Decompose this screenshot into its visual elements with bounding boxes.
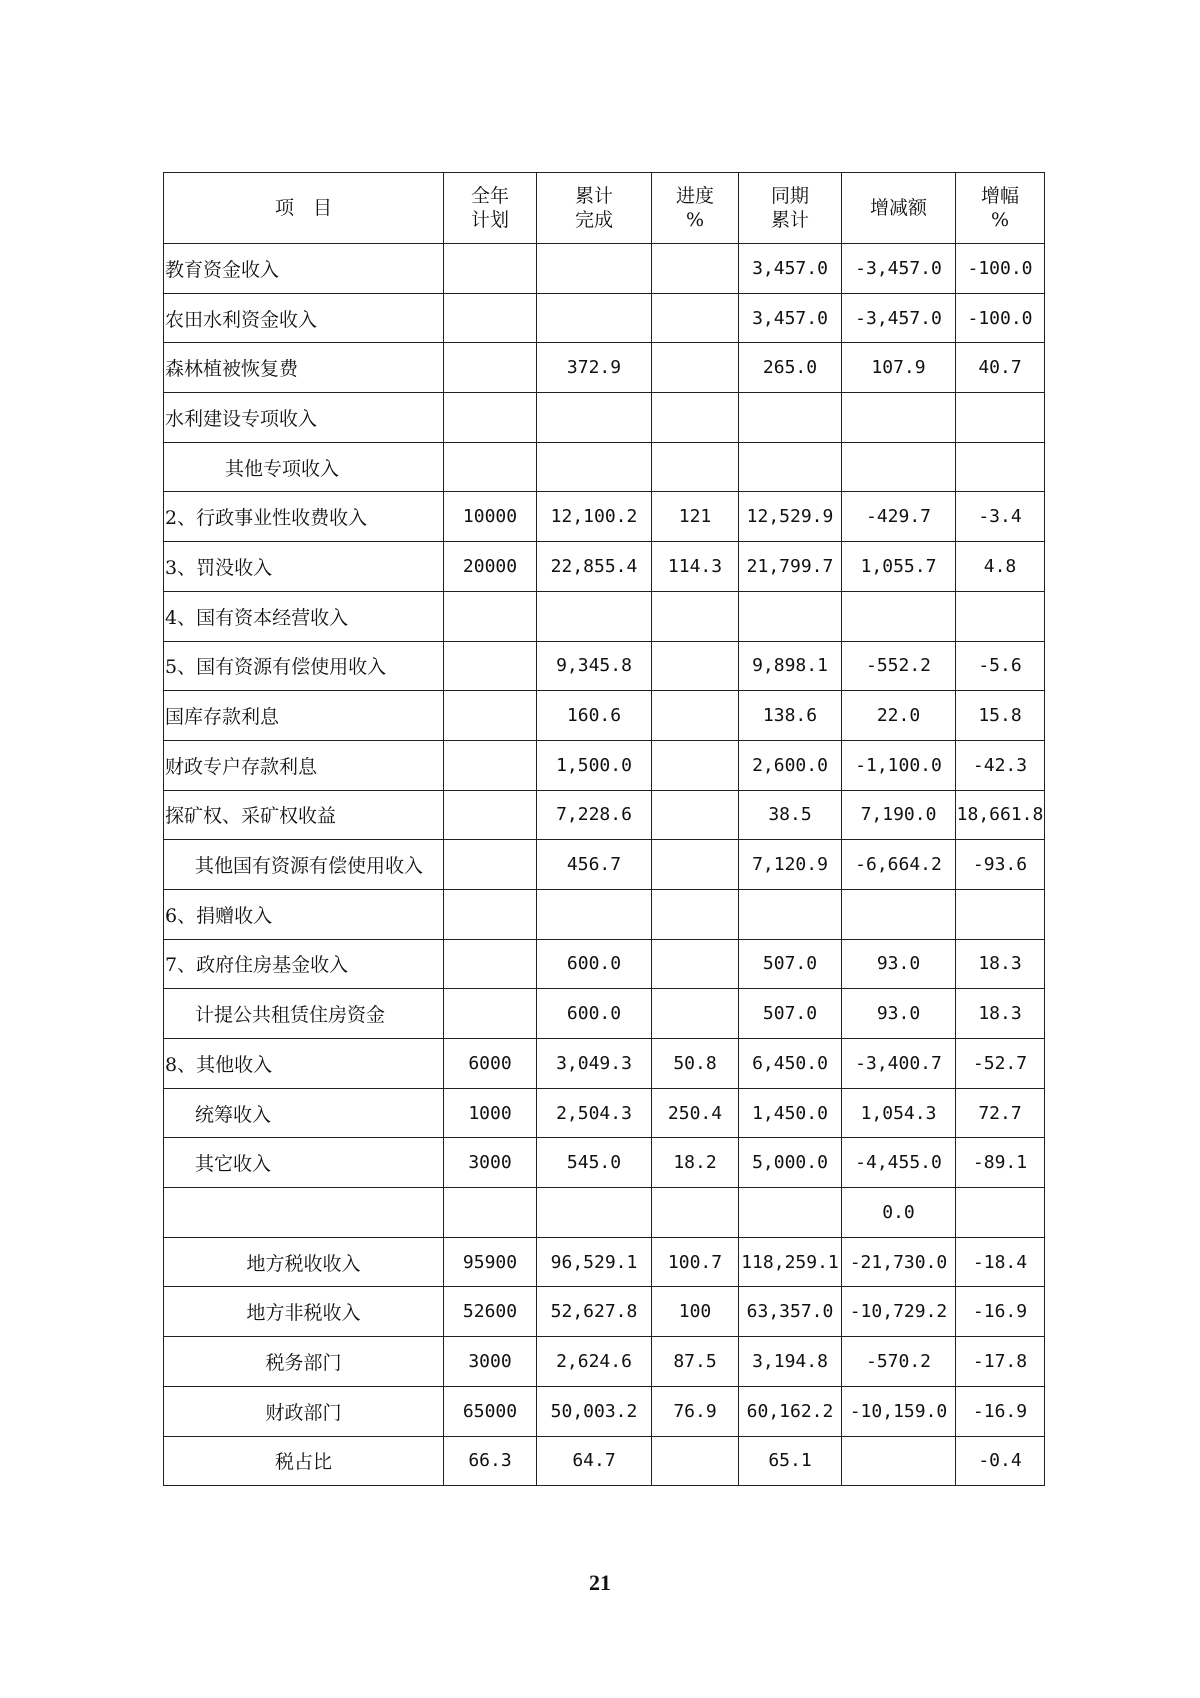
cell-annual-plan: 66.3 [444, 1436, 537, 1486]
cell-change-amount: -10,159.0 [842, 1386, 956, 1436]
cell-cumulative [537, 442, 652, 492]
cell-item: 其他专项收入 [164, 442, 444, 492]
cell-same-period: 3,457.0 [739, 244, 842, 294]
cell-change-pct: -93.6 [956, 840, 1045, 890]
cell-change-amount: -429.7 [842, 492, 956, 542]
cell-same-period: 118,259.1 [739, 1237, 842, 1287]
cell-progress [652, 641, 739, 691]
cell-change-pct: 4.8 [956, 542, 1045, 592]
cell-item: 地方非税收入 [164, 1287, 444, 1337]
cell-cumulative: 50,003.2 [537, 1386, 652, 1436]
cell-same-period: 63,357.0 [739, 1287, 842, 1337]
cell-item: 森林植被恢复费 [164, 343, 444, 393]
header-change-pct: 增幅 % [956, 173, 1045, 244]
cell-same-period: 6,450.0 [739, 1039, 842, 1089]
cell-cumulative: 64.7 [537, 1436, 652, 1486]
cell-change-pct: 40.7 [956, 343, 1045, 393]
table-row [164, 1039, 1045, 1089]
cell-annual-plan [444, 790, 537, 840]
cell-cumulative: 372.9 [537, 343, 652, 393]
cell-item: 7、政府住房基金收入 [164, 939, 444, 989]
cell-same-period: 3,194.8 [739, 1337, 842, 1387]
table-row [164, 1337, 1045, 1387]
table-header-row [164, 173, 1045, 244]
cell-same-period [739, 591, 842, 641]
cell-progress: 121 [652, 492, 739, 542]
cell-change-pct: -100.0 [956, 293, 1045, 343]
cell-annual-plan [444, 244, 537, 294]
cell-item: 水利建设专项收入 [164, 393, 444, 443]
table-row [164, 293, 1045, 343]
cell-annual-plan: 52600 [444, 1287, 537, 1337]
cell-change-amount: 107.9 [842, 343, 956, 393]
cell-item: 财政专户存款利息 [164, 740, 444, 790]
table-row [164, 1237, 1045, 1287]
revenue-table [163, 172, 1045, 1486]
cell-progress: 76.9 [652, 1386, 739, 1436]
cell-same-period: 507.0 [739, 989, 842, 1039]
table-body [164, 244, 1045, 1486]
cell-cumulative: 545.0 [537, 1138, 652, 1188]
cell-same-period: 2,600.0 [739, 740, 842, 790]
cell-change-pct: -5.6 [956, 641, 1045, 691]
cell-annual-plan [444, 343, 537, 393]
table-row [164, 1188, 1045, 1238]
header-annual-plan: 全年 计划 [444, 173, 537, 244]
cell-cumulative: 160.6 [537, 691, 652, 741]
table-row [164, 1287, 1045, 1337]
cell-progress [652, 840, 739, 890]
cell-same-period: 3,457.0 [739, 293, 842, 343]
cell-progress: 100 [652, 1287, 739, 1337]
cell-cumulative: 52,627.8 [537, 1287, 652, 1337]
cell-annual-plan [444, 691, 537, 741]
cell-change-amount: 93.0 [842, 989, 956, 1039]
cell-cumulative: 456.7 [537, 840, 652, 890]
table-row [164, 542, 1045, 592]
cell-item: 教育资金收入 [164, 244, 444, 294]
cell-progress [652, 939, 739, 989]
cell-item: 其他国有资源有偿使用收入 [164, 840, 444, 890]
cell-item: 国库存款利息 [164, 691, 444, 741]
cell-same-period: 60,162.2 [739, 1386, 842, 1436]
cell-annual-plan [444, 889, 537, 939]
cell-change-amount: 1,055.7 [842, 542, 956, 592]
cell-annual-plan [444, 442, 537, 492]
cell-progress: 87.5 [652, 1337, 739, 1387]
cell-cumulative: 7,228.6 [537, 790, 652, 840]
cell-same-period: 5,000.0 [739, 1138, 842, 1188]
cell-cumulative: 3,049.3 [537, 1039, 652, 1089]
cell-same-period: 7,120.9 [739, 840, 842, 890]
cell-same-period [739, 889, 842, 939]
table-row [164, 442, 1045, 492]
table-row [164, 591, 1045, 641]
table-row [164, 740, 1045, 790]
cell-cumulative: 96,529.1 [537, 1237, 652, 1287]
table-row [164, 641, 1045, 691]
cell-change-amount: -570.2 [842, 1337, 956, 1387]
cell-item: 其它收入 [164, 1138, 444, 1188]
cell-change-amount: 1,054.3 [842, 1088, 956, 1138]
cell-change-pct: -17.8 [956, 1337, 1045, 1387]
cell-change-amount: -3,400.7 [842, 1039, 956, 1089]
cell-progress [652, 343, 739, 393]
cell-change-amount: -10,729.2 [842, 1287, 956, 1337]
cell-change-pct: 18.3 [956, 989, 1045, 1039]
cell-change-amount [842, 442, 956, 492]
table-row [164, 492, 1045, 542]
cell-annual-plan: 3000 [444, 1138, 537, 1188]
cell-progress: 18.2 [652, 1138, 739, 1188]
cell-cumulative: 2,624.6 [537, 1337, 652, 1387]
cell-change-pct: -16.9 [956, 1287, 1045, 1337]
cell-change-pct [956, 889, 1045, 939]
cell-item: 计提公共租赁住房资金 [164, 989, 444, 1039]
cell-change-amount: 22.0 [842, 691, 956, 741]
cell-annual-plan: 20000 [444, 542, 537, 592]
cell-same-period: 12,529.9 [739, 492, 842, 542]
cell-item: 统筹收入 [164, 1088, 444, 1138]
cell-cumulative: 1,500.0 [537, 740, 652, 790]
cell-change-pct: -100.0 [956, 244, 1045, 294]
cell-annual-plan: 6000 [444, 1039, 537, 1089]
header-cumulative: 累计 完成 [537, 173, 652, 244]
cell-change-amount: 7,190.0 [842, 790, 956, 840]
cell-same-period [739, 442, 842, 492]
cell-annual-plan [444, 1188, 537, 1238]
cell-change-pct [956, 442, 1045, 492]
cell-change-pct: -16.9 [956, 1386, 1045, 1436]
cell-progress: 50.8 [652, 1039, 739, 1089]
table-row [164, 889, 1045, 939]
cell-change-amount: 93.0 [842, 939, 956, 989]
cell-progress: 100.7 [652, 1237, 739, 1287]
cell-same-period: 265.0 [739, 343, 842, 393]
table-row [164, 244, 1045, 294]
cell-item: 6、捐赠收入 [164, 889, 444, 939]
table-row [164, 1386, 1045, 1436]
cell-change-pct: -42.3 [956, 740, 1045, 790]
cell-item: 8、其他收入 [164, 1039, 444, 1089]
cell-cumulative [537, 1188, 652, 1238]
cell-cumulative: 600.0 [537, 939, 652, 989]
cell-cumulative [537, 889, 652, 939]
cell-same-period: 21,799.7 [739, 542, 842, 592]
cell-progress [652, 591, 739, 641]
cell-cumulative [537, 393, 652, 443]
cell-change-pct: -18.4 [956, 1237, 1045, 1287]
cell-annual-plan: 1000 [444, 1088, 537, 1138]
cell-item [164, 1188, 444, 1238]
cell-change-pct [956, 393, 1045, 443]
cell-same-period: 9,898.1 [739, 641, 842, 691]
cell-same-period: 138.6 [739, 691, 842, 741]
cell-change-amount: -6,664.2 [842, 840, 956, 890]
cell-progress [652, 393, 739, 443]
cell-progress [652, 889, 739, 939]
cell-progress [652, 244, 739, 294]
table-row [164, 939, 1045, 989]
header-progress: 进度 % [652, 173, 739, 244]
cell-item: 4、国有资本经营收入 [164, 591, 444, 641]
table-row [164, 1138, 1045, 1188]
cell-same-period: 1,450.0 [739, 1088, 842, 1138]
cell-change-amount: -3,457.0 [842, 293, 956, 343]
cell-change-pct: -52.7 [956, 1039, 1045, 1089]
cell-item: 3、罚没收入 [164, 542, 444, 592]
cell-annual-plan [444, 840, 537, 890]
cell-annual-plan [444, 591, 537, 641]
cell-same-period: 65.1 [739, 1436, 842, 1486]
header-change-amount: 增减额 [842, 173, 956, 244]
cell-item: 2、行政事业性收费收入 [164, 492, 444, 542]
cell-change-pct: 15.8 [956, 691, 1045, 741]
cell-change-amount: -3,457.0 [842, 244, 956, 294]
cell-change-pct: -3.4 [956, 492, 1045, 542]
cell-progress: 250.4 [652, 1088, 739, 1138]
table-row [164, 790, 1045, 840]
cell-progress [652, 293, 739, 343]
table-row [164, 989, 1045, 1039]
cell-item: 农田水利资金收入 [164, 293, 444, 343]
cell-same-period [739, 393, 842, 443]
cell-annual-plan: 3000 [444, 1337, 537, 1387]
cell-change-pct: -89.1 [956, 1138, 1045, 1188]
cell-change-pct: -0.4 [956, 1436, 1045, 1486]
cell-progress: 114.3 [652, 542, 739, 592]
cell-progress [652, 1436, 739, 1486]
cell-annual-plan [444, 293, 537, 343]
cell-progress [652, 989, 739, 1039]
cell-progress [652, 1188, 739, 1238]
cell-item: 探矿权、采矿权收益 [164, 790, 444, 840]
cell-progress [652, 790, 739, 840]
cell-annual-plan: 95900 [444, 1237, 537, 1287]
cell-change-amount: -1,100.0 [842, 740, 956, 790]
cell-change-pct: 18.3 [956, 939, 1045, 989]
cell-change-amount: 0.0 [842, 1188, 956, 1238]
cell-progress [652, 691, 739, 741]
cell-change-pct: 18,661.8 [956, 790, 1045, 840]
cell-item: 财政部门 [164, 1386, 444, 1436]
cell-cumulative [537, 293, 652, 343]
table-row [164, 1436, 1045, 1486]
cell-change-amount: -552.2 [842, 641, 956, 691]
cell-cumulative: 9,345.8 [537, 641, 652, 691]
cell-cumulative: 600.0 [537, 989, 652, 1039]
table-row [164, 393, 1045, 443]
cell-item: 税务部门 [164, 1337, 444, 1387]
cell-annual-plan [444, 939, 537, 989]
table-row [164, 691, 1045, 741]
cell-annual-plan: 10000 [444, 492, 537, 542]
cell-annual-plan: 65000 [444, 1386, 537, 1436]
cell-cumulative: 22,855.4 [537, 542, 652, 592]
table-row [164, 1088, 1045, 1138]
cell-change-pct [956, 1188, 1045, 1238]
cell-same-period: 507.0 [739, 939, 842, 989]
cell-change-pct [956, 591, 1045, 641]
cell-item: 5、国有资源有偿使用收入 [164, 641, 444, 691]
table-row [164, 343, 1045, 393]
cell-annual-plan [444, 393, 537, 443]
cell-same-period [739, 1188, 842, 1238]
cell-change-amount: -4,455.0 [842, 1138, 956, 1188]
cell-cumulative [537, 591, 652, 641]
cell-progress [652, 442, 739, 492]
cell-progress [652, 740, 739, 790]
table-row [164, 840, 1045, 890]
cell-change-amount [842, 591, 956, 641]
cell-item: 地方税收收入 [164, 1237, 444, 1287]
page-number: 21 [589, 1570, 611, 1595]
cell-same-period: 38.5 [739, 790, 842, 840]
cell-change-amount [842, 393, 956, 443]
cell-change-amount [842, 889, 956, 939]
cell-item: 税占比 [164, 1436, 444, 1486]
cell-cumulative [537, 244, 652, 294]
header-item: 项 目 [164, 173, 444, 244]
cell-cumulative: 12,100.2 [537, 492, 652, 542]
cell-annual-plan [444, 740, 537, 790]
cell-annual-plan [444, 989, 537, 1039]
cell-change-amount [842, 1436, 956, 1486]
cell-cumulative: 2,504.3 [537, 1088, 652, 1138]
cell-annual-plan [444, 641, 537, 691]
cell-change-pct: 72.7 [956, 1088, 1045, 1138]
cell-change-amount: -21,730.0 [842, 1237, 956, 1287]
header-same-period: 同期 累计 [739, 173, 842, 244]
